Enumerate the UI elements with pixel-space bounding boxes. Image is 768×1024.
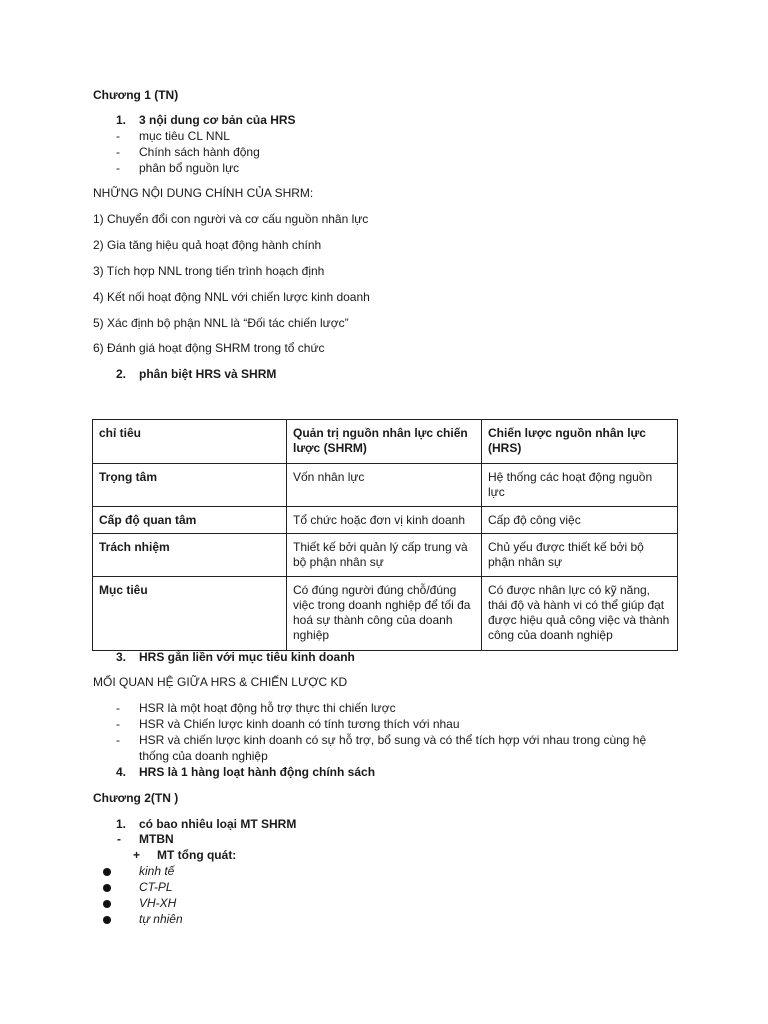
chapter2-title: Chương 2(TN ): [93, 791, 179, 805]
table-header-cell: Chiến lược nguồn nhân lực (HRS): [482, 420, 678, 464]
section1-number: 1.: [116, 113, 127, 127]
chapter2-section1-title: có bao nhiêu loại MT SHRM: [139, 817, 297, 831]
table-cell: Có đúng người đúng chỗ/đúng việc trong doanh nghiệp để tối đa hoá sự thành công của doanh nghiệp: [287, 577, 482, 651]
shrm-item: 1) Chuyển đổi con người và cơ cấu nguồn nhân lực: [93, 212, 369, 226]
table-row-label: Trọng tâm: [93, 464, 287, 507]
chapter2-section1-number: 1.: [116, 817, 127, 831]
section3-title: HRS gắn liền với mục tiêu kinh doanh: [139, 650, 355, 664]
section2-number: 2.: [116, 367, 127, 381]
dash-marker: -: [116, 161, 120, 175]
table-row-label: Trách nhiệm: [93, 534, 287, 577]
table-row: [93, 464, 678, 507]
plus-marker: +: [133, 848, 141, 862]
list-item: Chính sách hành động: [139, 145, 260, 159]
table-cell: Cấp độ công việc: [482, 507, 678, 534]
dash-marker: -: [116, 145, 120, 159]
shrm-item: 5) Xác định bộ phận NNL là “Đối tác chiến lược”: [93, 316, 349, 330]
shrm-item: 3) Tích hợp NNL trong tiến trình hoạch định: [93, 264, 325, 278]
chapter1-title: Chương 1 (TN): [93, 88, 179, 102]
section4-number: 4.: [116, 765, 127, 779]
mtbn-label: MTBN: [139, 832, 174, 846]
list-item: phân bổ nguồn lực: [139, 161, 240, 175]
table-row-label: Cấp độ quan tâm: [93, 507, 287, 534]
table-cell: Vốn nhân lực: [287, 464, 482, 507]
bullet-icon: [103, 900, 111, 908]
bullet-item: tự nhiên: [139, 912, 183, 926]
table-cell: Thiết kế bởi quản lý cấp trung và bộ phận nhân sự: [287, 534, 482, 577]
table-header-cell: Quản trị nguồn nhân lực chiến lược (SHRM): [287, 420, 482, 464]
dash-marker: -: [116, 733, 120, 747]
table-cell: Chủ yếu được thiết kế bởi bộ phận nhân sự: [482, 534, 678, 577]
relation-heading: MỐI QUAN HỆ GIỮA HRS & CHIẾN LƯỢC KD: [93, 675, 348, 689]
dash-marker: -: [117, 832, 121, 846]
table-row-label: Mục tiêu: [93, 577, 287, 651]
dash-marker: -: [116, 129, 120, 143]
bullet-item: kinh tế: [139, 864, 175, 878]
list-item: mục tiêu CL NNL: [139, 129, 230, 143]
table-header-cell: chỉ tiêu: [93, 420, 287, 464]
bullet-icon: [103, 868, 111, 876]
list-item-continuation: thống của doanh nghiệp: [139, 749, 268, 763]
shrm-item: 2) Gia tăng hiệu quả hoạt động hành chính: [93, 238, 322, 252]
shrm-heading: NHỮNG NỘI DUNG CHÍNH CỦA SHRM:: [93, 186, 314, 200]
bullet-icon: [103, 916, 111, 924]
section3-number: 3.: [116, 650, 127, 664]
section1-title: 3 nội dung cơ bản của HRS: [139, 113, 296, 127]
bullet-item: CT-PL: [139, 880, 173, 894]
general-env-label: MT tổng quát:: [157, 848, 237, 862]
section2-title: phân biệt HRS và SHRM: [139, 367, 277, 381]
section4-title: HRS là 1 hàng loạt hành động chính sách: [139, 765, 376, 779]
shrm-item: 6) Đánh giá hoạt động SHRM trong tổ chức: [93, 341, 325, 355]
table-header-row: [93, 420, 678, 464]
bullet-icon: [103, 884, 111, 892]
dash-marker: -: [116, 717, 120, 731]
table-row: [93, 507, 678, 534]
bullet-item: VH-XH: [139, 896, 177, 910]
list-item: HSR và chiến lược kinh doanh có sự hỗ trợ, bổ sung và có thể tích hợp với nhau trong cùng hệ: [139, 733, 647, 747]
table-cell: Tổ chức hoặc đơn vị kinh doanh: [287, 507, 482, 534]
list-item: HSR và Chiến lược kinh doanh có tính tương thích với nhau: [139, 717, 460, 731]
table-row: [93, 534, 678, 577]
table-row: [93, 577, 678, 651]
shrm-item: 4) Kết nối hoạt động NNL với chiến lược kinh doanh: [93, 290, 370, 304]
comparison-table: [92, 419, 678, 651]
table-cell: Có được nhân lực có kỹ năng, thái độ và hành vi có thể giúp đạt được hiệu quả công việc và thành công của doanh nghiệp: [482, 577, 678, 651]
table-cell: Hệ thống các hoạt động nguồn lực: [482, 464, 678, 507]
dash-marker: -: [116, 701, 120, 715]
list-item: HSR là một hoạt động hỗ trợ thực thi chiến lược: [139, 701, 396, 715]
